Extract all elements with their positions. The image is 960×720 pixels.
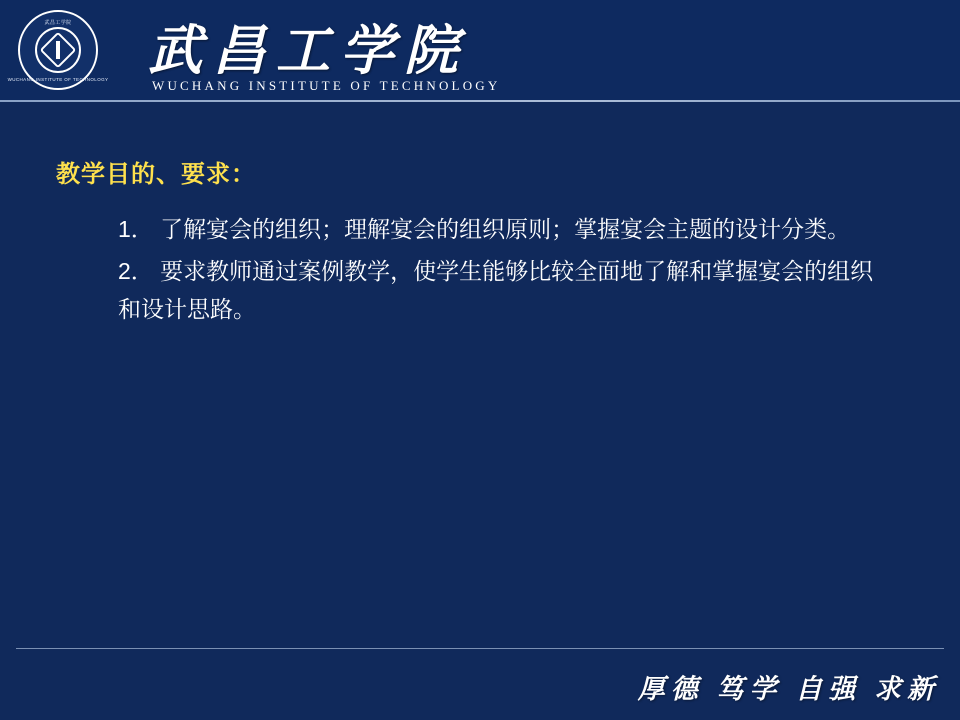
slide-header [0, 0, 960, 102]
university-motto: 厚德 笃学 自强 求新 [637, 674, 940, 704]
slide-content [0, 102, 960, 642]
university-title-en: WUCHANG INSTITUTE OF TECHNOLOGY [152, 78, 501, 93]
logo-ring-top-text: 武昌工学院 [44, 20, 72, 26]
logo-emblem-icon [35, 27, 81, 73]
section-heading: 教学目的、要求： [56, 161, 256, 188]
logo-ring-bottom-text: WUCHANG INSTITUTE OF TECHNOLOGY [7, 77, 109, 82]
footer-divider [16, 648, 944, 649]
objectives-list [118, 210, 878, 332]
university-logo [7, 10, 109, 90]
objective-item-1: 1． 了解宴会的组织；理解宴会的组织原则；掌握宴会主题的设计分类。 [118, 216, 851, 242]
university-title-zh: 武昌工学院 [148, 21, 468, 81]
objective-item-2: 2． 要求教师通过案例教学，使学生能够比较全面地了解和掌握宴会的组织和设计思路。 [118, 258, 874, 322]
